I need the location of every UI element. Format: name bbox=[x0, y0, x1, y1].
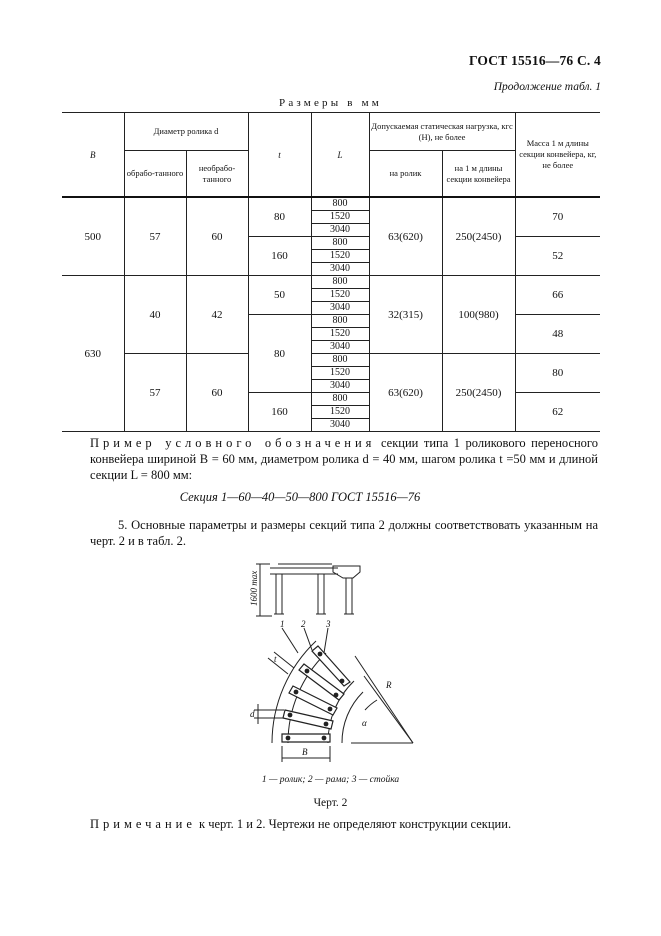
cell-t: 160 bbox=[248, 393, 311, 432]
cell-l: 3040 bbox=[311, 224, 369, 237]
cell-l: 1520 bbox=[311, 367, 369, 380]
cell-mass: 52 bbox=[515, 237, 600, 276]
cell-d-machined: 57 bbox=[124, 354, 186, 432]
example-designation: Секция 1—60—40—50—800 ГОСТ 15516—76 bbox=[179, 490, 421, 504]
note-text: к черт. 1 и 2. Чертежи не определяют конструкции секции. bbox=[195, 817, 512, 831]
cell-d-unmachined: 60 bbox=[186, 354, 248, 432]
cell-mass: 70 bbox=[515, 197, 600, 237]
callout-3: 3 bbox=[326, 619, 331, 629]
cell-b-630: 630 bbox=[62, 276, 124, 432]
dim-r-label: R bbox=[386, 680, 392, 690]
dim-t-label: t bbox=[274, 654, 277, 664]
note-paragraph bbox=[90, 816, 598, 832]
example-paragraph bbox=[90, 435, 598, 483]
header-machined: обрабо-танного bbox=[124, 151, 186, 198]
dim-height-label: 1600 max bbox=[249, 570, 259, 606]
header-per-roller: на ролик bbox=[369, 151, 442, 198]
paragraph-5: 5. Основные параметры и размеры секций типа 2 должны соответствовать указанным на черт. 2 и в табл. 2. bbox=[90, 518, 598, 548]
header-t: t bbox=[248, 113, 311, 198]
cell-l: 800 bbox=[311, 315, 369, 328]
page-header: ГОСТ 15516—76 С. 4 bbox=[468, 53, 601, 68]
cell-d-machined: 57 bbox=[124, 197, 186, 276]
cell-l: 1520 bbox=[311, 250, 369, 263]
cell-t: 160 bbox=[248, 237, 311, 276]
figure-legend: 1 — ролик; 2 — рама; 3 — стойка bbox=[261, 775, 400, 785]
cell-load-roller: 63(620) bbox=[369, 197, 442, 276]
header-b: B bbox=[62, 113, 124, 198]
cell-d-unmachined: 60 bbox=[186, 197, 248, 276]
header-l: L bbox=[311, 113, 369, 198]
note-heading: Примечание bbox=[90, 817, 196, 831]
cell-load-roller: 32(315) bbox=[369, 276, 442, 354]
callout-2: 2 bbox=[301, 619, 306, 629]
cell-l: 1520 bbox=[311, 289, 369, 302]
header-mass: Масса 1 м длины секции конвейера, кг, не более bbox=[515, 113, 600, 198]
cell-d-unmachined: 42 bbox=[186, 276, 248, 354]
cell-l: 1520 bbox=[311, 328, 369, 341]
header-per-meter: на 1 м длины секции конвейера bbox=[442, 151, 515, 198]
example-text: секции типа 1 роликового переносного конвейера шириной B = 60 мм, диаметром ролика d = 40 мм, шагом ролика t =50 мм и длиной секции L = 800 мм: bbox=[90, 436, 598, 482]
cell-l: 3040 bbox=[311, 263, 369, 276]
cell-l: 800 bbox=[311, 354, 369, 367]
cell-l: 800 bbox=[311, 237, 369, 250]
cell-l: 3040 bbox=[311, 419, 369, 432]
cell-load-meter: 100(980) bbox=[442, 276, 515, 354]
figure-caption: Черт. 2 bbox=[313, 797, 348, 809]
cell-l: 800 bbox=[311, 393, 369, 406]
header-roller-diameter: Диаметр ролика d bbox=[124, 113, 248, 151]
cell-mass: 48 bbox=[515, 315, 600, 354]
cell-l: 3040 bbox=[311, 380, 369, 393]
cell-t: 50 bbox=[248, 276, 311, 315]
dim-alpha-label: α bbox=[362, 718, 367, 728]
callout-1: 1 bbox=[280, 619, 285, 629]
cell-mass: 66 bbox=[515, 276, 600, 315]
cell-l: 1520 bbox=[311, 406, 369, 419]
cell-l: 800 bbox=[311, 197, 369, 211]
parameters-table bbox=[62, 112, 600, 432]
cell-mass: 62 bbox=[515, 393, 600, 432]
header-load: Допускаемая статическая нагрузка, кгс (Н), не более bbox=[369, 113, 515, 151]
cell-l: 3040 bbox=[311, 341, 369, 354]
cell-l: 3040 bbox=[311, 302, 369, 315]
cell-t: 80 bbox=[248, 315, 311, 393]
cell-t: 80 bbox=[248, 197, 311, 237]
header-unmachined: необрабо-танного bbox=[186, 151, 248, 198]
example-heading: Пример условного обозначения bbox=[90, 436, 376, 450]
cell-mass: 80 bbox=[515, 354, 600, 393]
sizes-caption: Размеры в мм bbox=[279, 97, 382, 109]
cell-l: 800 bbox=[311, 276, 369, 289]
figure-2-drawing bbox=[238, 558, 428, 770]
cell-load-meter: 250(2450) bbox=[442, 354, 515, 432]
cell-l: 1520 bbox=[311, 211, 369, 224]
cell-d-machined: 40 bbox=[124, 276, 186, 354]
cell-b-500: 500 bbox=[62, 197, 124, 276]
cell-load-meter: 250(2450) bbox=[442, 197, 515, 276]
cell-load-roller: 63(620) bbox=[369, 354, 442, 432]
dim-b-label: B bbox=[302, 747, 308, 757]
table-continuation: Продолжение табл. 1 bbox=[493, 81, 601, 93]
dim-d-label: d bbox=[250, 709, 255, 719]
